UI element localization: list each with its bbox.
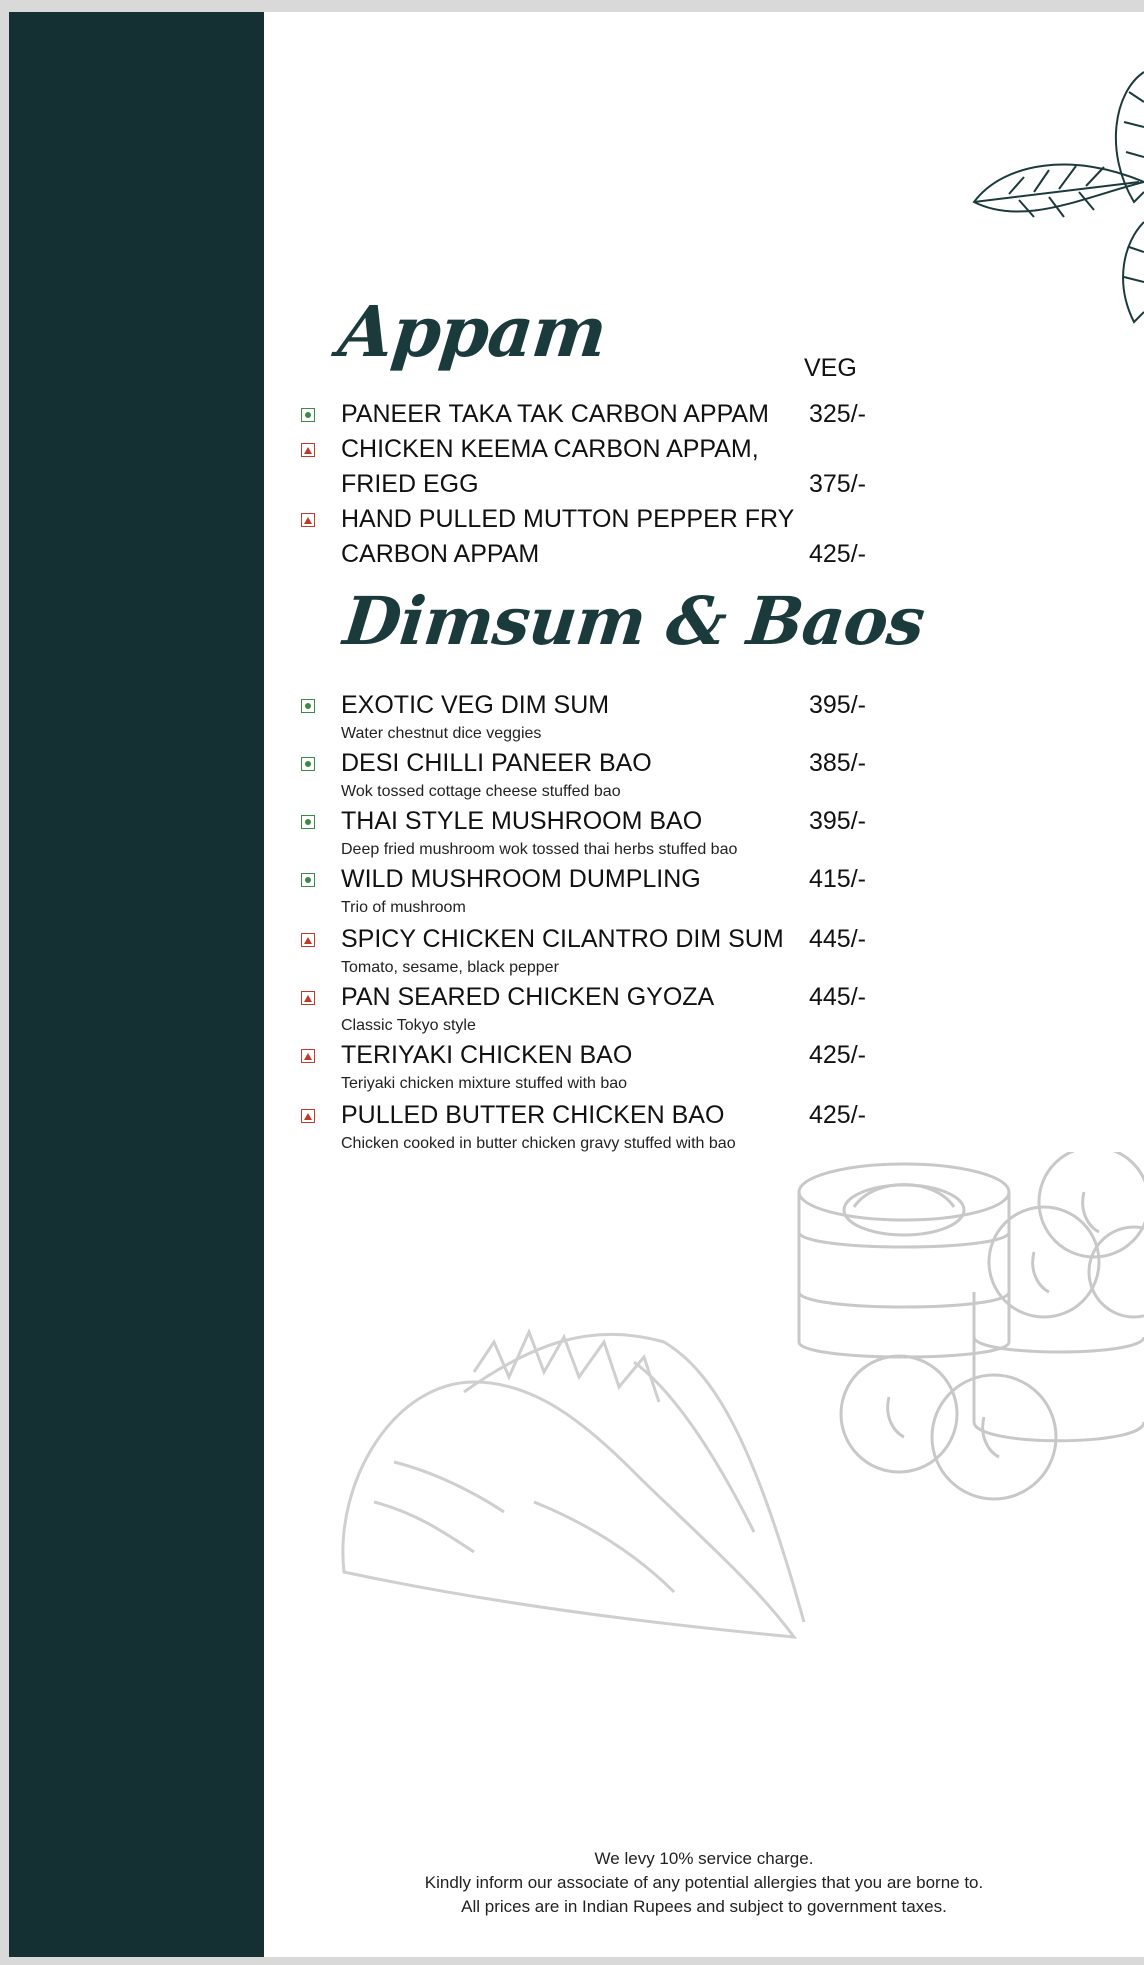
nonveg-marker-icon — [301, 1049, 315, 1063]
column-header-veg: VEG — [804, 354, 857, 382]
item-name: PANEER TAKA TAK CARBON APPAM — [341, 400, 769, 428]
item-price: 385/- — [809, 749, 866, 777]
footer-allergy-note: Kindly inform our associate of any potential allergies that you are borne to. — [424, 1873, 984, 1892]
item-name: EXOTIC VEG DIM SUM — [341, 691, 610, 719]
item-price: 395/- — [809, 807, 866, 835]
footer-service-charge: We levy 10% service charge. — [594, 1849, 814, 1868]
dimsum-basket-illustration — [794, 1152, 1144, 1512]
nonveg-marker-icon — [301, 1109, 315, 1123]
item-name-line2: CARBON APPAM — [341, 540, 540, 568]
item-price: 425/- — [809, 540, 866, 568]
nonveg-marker-icon — [301, 443, 315, 457]
footer-tax-note: All prices are in Indian Rupees and subject to government taxes. — [461, 1897, 947, 1916]
item-price: 325/- — [809, 400, 866, 428]
item-name: CHICKEN KEEMA CARBON APPAM, — [341, 435, 759, 463]
item-name-line2: FRIED EGG — [341, 470, 479, 498]
item-price: 395/- — [809, 691, 866, 719]
item-description: Teriyaki chicken mixture stuffed with bao — [341, 1075, 628, 1092]
item-price: 445/- — [809, 925, 866, 953]
item-name: HAND PULLED MUTTON PEPPER FRY — [341, 505, 795, 533]
item-price: 425/- — [809, 1101, 866, 1129]
item-description: Deep fried mushroom wok tossed thai herbs stuffed bao — [341, 841, 738, 858]
item-name: TERIYAKI CHICKEN BAO — [341, 1041, 633, 1069]
footer-notes — [264, 1847, 1144, 1919]
item-name: WILD MUSHROOM DUMPLING — [341, 865, 701, 893]
item-price: 415/- — [809, 865, 866, 893]
section-title-appam: Appam — [334, 290, 611, 373]
leaf-illustration — [964, 32, 1144, 332]
item-description: Classic Tokyo style — [341, 1017, 476, 1034]
veg-marker-icon — [301, 757, 315, 771]
menu-page — [9, 12, 1144, 1957]
item-description: Tomato, sesame, black pepper — [341, 959, 559, 976]
item-name: THAI STYLE MUSHROOM BAO — [341, 807, 703, 835]
item-price: 425/- — [809, 1041, 866, 1069]
veg-marker-icon — [301, 699, 315, 713]
item-price: 375/- — [809, 470, 866, 498]
sidebar-band — [9, 12, 264, 1957]
item-description: Trio of mushroom — [341, 899, 466, 916]
nonveg-marker-icon — [301, 991, 315, 1005]
item-name: PAN SEARED CHICKEN GYOZA — [341, 983, 715, 1011]
item-description: Wok tossed cottage cheese stuffed bao — [341, 783, 621, 800]
item-name: DESI CHILLI PANEER BAO — [341, 749, 652, 777]
section-title-dimsum: Dimsum & Baos — [339, 582, 928, 660]
taco-illustration — [334, 1302, 819, 1647]
item-description: Water chestnut dice veggies — [341, 725, 542, 742]
veg-marker-icon — [301, 873, 315, 887]
item-name: PULLED BUTTER CHICKEN BAO — [341, 1101, 725, 1129]
veg-marker-icon — [301, 408, 315, 422]
item-name: SPICY CHICKEN CILANTRO DIM SUM — [341, 925, 784, 953]
item-description: Chicken cooked in butter chicken gravy stuffed with bao — [341, 1135, 736, 1152]
nonveg-marker-icon — [301, 513, 315, 527]
veg-marker-icon — [301, 815, 315, 829]
nonveg-marker-icon — [301, 933, 315, 947]
item-price: 445/- — [809, 983, 866, 1011]
